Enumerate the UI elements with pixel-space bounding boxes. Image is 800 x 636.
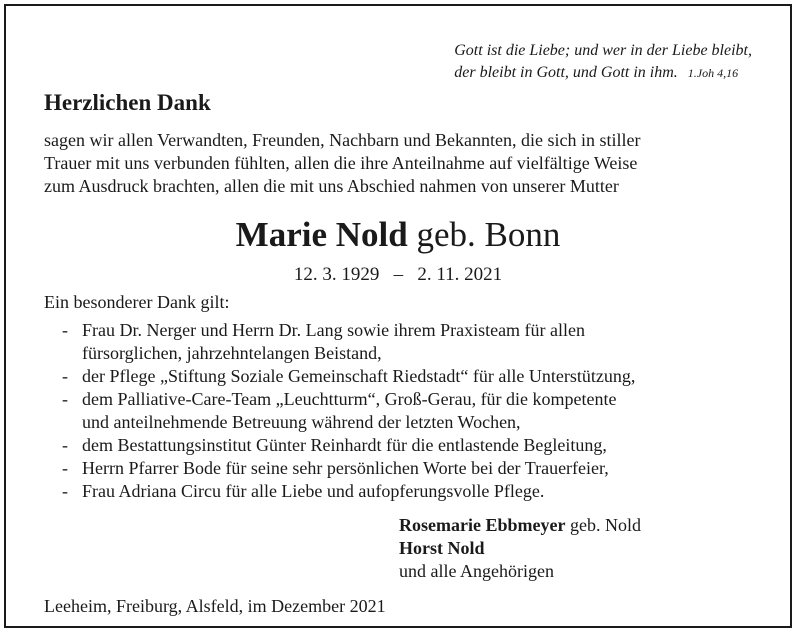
deceased-name: [6, 215, 790, 255]
thanks-list: [44, 319, 784, 503]
life-dates: [6, 264, 790, 286]
intro-line: sagen wir allen Verwandten, Freunden, Nachbarn und Bekannten, die sich in stiller: [44, 130, 641, 150]
place-date-footer: Leeheim, Freiburg, Alsfeld, im Dezember 2021: [44, 596, 386, 616]
verse-line-1: Gott ist die Liebe; und wer in der Liebe bleibt,: [454, 42, 752, 59]
list-dash: -: [62, 366, 68, 386]
list-item: - Frau Dr. Nerger und Herrn Dr. Lang sowie ihrem Praxisteam für allen fürsorglichen, jahrzehntelangen Beistand,: [62, 320, 586, 363]
obituary-notice: [4, 4, 792, 628]
intro-line: Trauer mit uns verbunden fühlten, allen die ihre Anteilnahme auf vielfältige Weise: [44, 153, 638, 173]
signatory-1-suffix: geb. Nold: [569, 515, 641, 535]
birth-date: 12. 3. 1929: [293, 264, 380, 285]
list-item: - dem Bestattungsinstitut Günter Reinhardt für die entlastende Begleitung,: [62, 435, 607, 455]
bible-verse: [454, 40, 752, 84]
list-dash: -: [62, 458, 68, 478]
signatory-others: und alle Angehörigen: [399, 561, 554, 581]
verse-reference: 1.Joh 4,16: [687, 66, 739, 80]
list-dash: -: [62, 481, 68, 501]
deceased-birth-name: geb. Bonn: [416, 215, 561, 254]
list-item: - Herrn Pfarrer Bode für seine sehr persönlichen Worte bei der Trauerfeier,: [62, 458, 609, 478]
heading: Herzlichen Dank: [44, 90, 211, 115]
deceased-full-name: Marie Nold: [235, 215, 408, 254]
list-dash: -: [62, 435, 68, 455]
list-dash: -: [62, 389, 68, 409]
intro-line: zum Ausdruck brachten, allen die mit uns Abschied nahmen von unserer Mutter: [44, 176, 619, 196]
verse-line-2: der bleibt in Gott, und Gott in ihm.: [454, 64, 678, 81]
list-item: - der Pflege „Stiftung Soziale Gemeinschaft Riedstadt“ für alle Unterstützung,: [62, 366, 636, 386]
special-thanks-label: Ein besonderer Dank gilt:: [44, 292, 230, 312]
list-dash: -: [62, 320, 68, 340]
signatory-2-name: Horst Nold: [399, 538, 485, 558]
signatories: [399, 514, 641, 583]
signatory-1-name: Rosemarie Ebbmeyer: [399, 515, 566, 535]
date-separator: –: [393, 264, 404, 285]
list-item: - dem Palliative-Care-Team „Leuchtturm“, Groß-Gerau, für die kompetente und anteilnehmende Betreuung während der letzten Wochen,: [62, 389, 617, 432]
list-item: - Frau Adriana Circu für alle Liebe und aufopferungsvolle Pflege.: [62, 481, 545, 501]
intro-text: [44, 129, 774, 198]
death-date: 2. 11. 2021: [417, 264, 503, 285]
